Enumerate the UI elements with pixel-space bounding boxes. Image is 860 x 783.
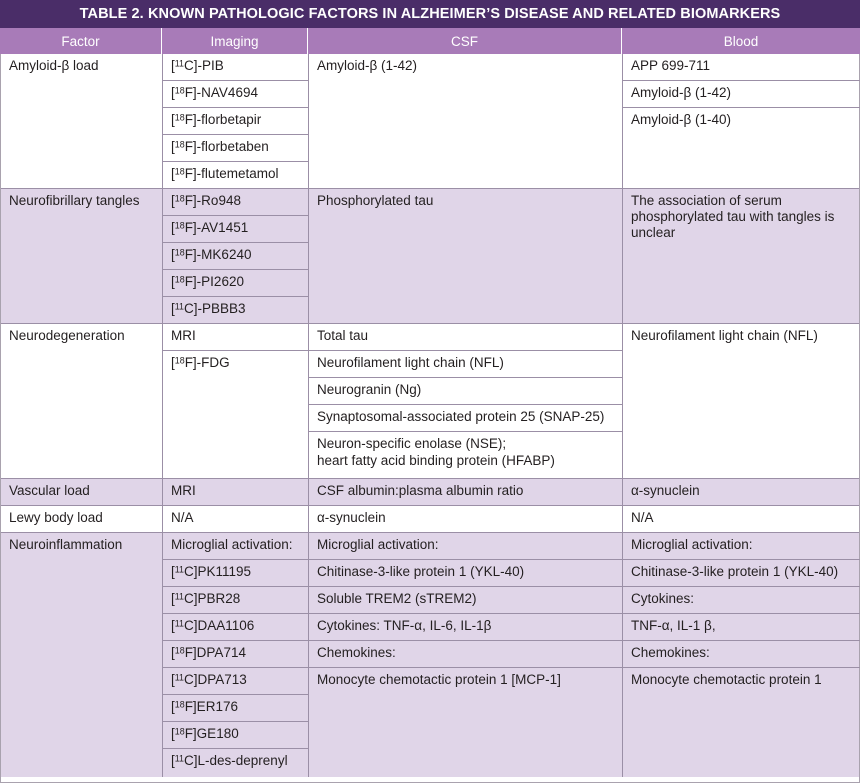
table-cell: [$^{18}$F]-AV1451 <box>163 216 308 243</box>
csf-cells-amyloid <box>309 54 623 188</box>
table-cell: Neuron-specific enolase (NSE); heart fatty acid binding protein (HFABP) <box>317 436 555 468</box>
table-cell: [$^{11}$C]DPA713 <box>163 668 308 695</box>
cell-filler <box>1 216 162 323</box>
cell-filler <box>623 351 860 478</box>
table-cell: Cytokines: TNF-α, IL-6, IL-1β <box>309 614 622 641</box>
csf-cells-tangles <box>309 189 623 323</box>
cell-filler <box>163 776 308 777</box>
table-cell: N/A <box>631 510 654 525</box>
factor-cell-tangles <box>1 189 163 323</box>
imaging-cells-vascular <box>163 479 309 505</box>
table-cell: Total tau <box>309 324 622 351</box>
table-cell: Monocyte chemotactic protein 1 <box>631 672 822 687</box>
csf-cells-vascular <box>309 479 623 505</box>
table-cell: [$^{18}$F]-FDG <box>171 355 230 370</box>
table-cell: Lewy body load <box>9 510 103 525</box>
factor-cell-lewy <box>1 506 163 532</box>
table-cell: [$^{11}$C]DAA1106 <box>163 614 308 641</box>
blood-cells-tangles <box>623 189 860 323</box>
table-cell: Neurogranin (Ng) <box>309 378 622 405</box>
cell-filler <box>1 351 162 478</box>
table-cell: N/A <box>171 510 194 525</box>
table-cell: Chemokines: <box>309 641 622 668</box>
table-cell: [$^{18}$F]-florbetapir <box>163 108 308 135</box>
table-cell: Monocyte chemotactic protein 1 [MCP-1] <box>317 672 561 687</box>
table-cell: APP 699-711 <box>623 54 860 81</box>
table-cell: Cytokines: <box>623 587 860 614</box>
table-section-tangles <box>1 189 859 324</box>
table-cell: Vascular load <box>9 483 90 498</box>
table-cell: MRI <box>163 324 308 351</box>
table-cell: Amyloid-β (1-42) <box>623 81 860 108</box>
factor-cell-vascular <box>1 479 163 505</box>
table-cell: Neuroinflammation <box>9 537 123 552</box>
imaging-cells-amyloid <box>163 54 309 188</box>
table-cell: Phosphorylated tau <box>317 193 434 208</box>
factor-cell-neurodegeneration <box>1 324 163 478</box>
imaging-cells-lewy <box>163 506 309 532</box>
table-cell: α-synuclein <box>317 510 386 525</box>
imaging-cells-tangles <box>163 189 309 323</box>
blood-cells-neurodegeneration <box>623 324 860 478</box>
blood-cells-neuroinflammation <box>623 533 860 777</box>
table-section-neurodegeneration <box>1 324 859 479</box>
table-cell: α-synuclein <box>631 483 700 498</box>
column-header-blood: Blood <box>723 33 759 49</box>
table-cell: Microglial activation: <box>163 533 308 560</box>
table-cell: [$^{18}$F]GE180 <box>163 722 308 749</box>
table-cell: Chitinase-3-like protein 1 (YKL-40) <box>623 560 860 587</box>
table-cell: [$^{11}$C]-PIB <box>163 54 308 81</box>
column-header-imaging: Imaging <box>162 28 308 54</box>
cell-filler <box>309 81 622 188</box>
table-cell: [$^{18}$F]-flutemetamol <box>171 166 279 181</box>
csf-cells-neuroinflammation <box>309 533 623 777</box>
cell-filler <box>623 245 860 323</box>
table-body <box>0 54 860 783</box>
table-cell: Microglial activation: <box>309 533 622 560</box>
table-cell: CSF albumin:plasma albumin ratio <box>317 483 524 498</box>
table-cell: Soluble TREM2 (sTREM2) <box>309 587 622 614</box>
cell-filler <box>309 216 622 323</box>
blood-cells-vascular <box>623 479 860 505</box>
table-cell: The association of serum phosphorylated tau with tangles is unclear <box>631 193 835 240</box>
cell-filler <box>623 695 860 777</box>
table-cell: Chemokines: <box>623 641 860 668</box>
table-cell: Chitinase-3-like protein 1 (YKL-40) <box>309 560 622 587</box>
cell-filler <box>309 695 622 777</box>
factor-cell-neuroinflammation <box>1 533 163 777</box>
csf-cells-neurodegeneration <box>309 324 623 478</box>
table-cell: [$^{18}$F]DPA714 <box>163 641 308 668</box>
imaging-cells-neuroinflammation <box>163 533 309 777</box>
table-cell: [$^{11}$C]L-des-deprenyl <box>171 753 288 768</box>
table-section-amyloid <box>1 54 859 189</box>
table-cell: [$^{18}$F]-MK6240 <box>163 243 308 270</box>
cell-filler <box>1 81 162 188</box>
factor-cell-amyloid <box>1 54 163 188</box>
table-section-vascular <box>1 479 859 506</box>
table-cell: Synaptosomal-associated protein 25 (SNAP-25) <box>309 405 622 432</box>
table-cell: Amyloid-β (1-42) <box>317 58 418 73</box>
table-cell: Amyloid-β (1-40) <box>631 112 732 127</box>
cell-filler <box>163 378 308 478</box>
table-cell: Microglial activation: <box>623 533 860 560</box>
blood-cells-amyloid <box>623 54 860 188</box>
table-cell: Neurofilament light chain (NFL) <box>631 328 818 343</box>
table-cell: TNF-α, IL-1 β, <box>623 614 860 641</box>
table-cell: [$^{18}$F]-PI2620 <box>163 270 308 297</box>
table-section-lewy <box>1 506 859 533</box>
table-cell: [$^{11}$C]PBR28 <box>163 587 308 614</box>
table-header-row <box>0 28 860 54</box>
cell-filler <box>309 476 622 478</box>
table-cell: [$^{11}$C]PK11195 <box>163 560 308 587</box>
table-cell: MRI <box>171 483 196 498</box>
csf-cells-lewy <box>309 506 623 532</box>
table-title: TABLE 2. KNOWN PATHOLOGIC FACTORS IN ALZHEIMER’S DISEASE AND RELATED BIOMARKERS <box>0 0 860 28</box>
table-cell: Amyloid-β load <box>9 58 99 73</box>
table-cell: Neurodegeneration <box>9 328 125 343</box>
cell-filler <box>623 135 860 188</box>
blood-cells-lewy <box>623 506 860 532</box>
table-cell: Neurofilament light chain (NFL) <box>309 351 622 378</box>
table-cell: [$^{18}$F]-NAV4694 <box>163 81 308 108</box>
column-header-csf: CSF <box>308 28 622 54</box>
table-cell: [$^{11}$C]-PBBB3 <box>171 301 246 316</box>
imaging-cells-neurodegeneration <box>163 324 309 478</box>
table-section-neuroinflammation <box>1 533 859 777</box>
cell-filler <box>1 560 162 777</box>
table-cell: [$^{18}$F]-florbetaben <box>163 135 308 162</box>
table-cell: [$^{18}$F]-Ro948 <box>163 189 308 216</box>
table-cell: [$^{18}$F]ER176 <box>163 695 308 722</box>
table-cell: Neurofibrillary tangles <box>9 193 140 208</box>
column-header-factor: Factor <box>0 28 162 54</box>
